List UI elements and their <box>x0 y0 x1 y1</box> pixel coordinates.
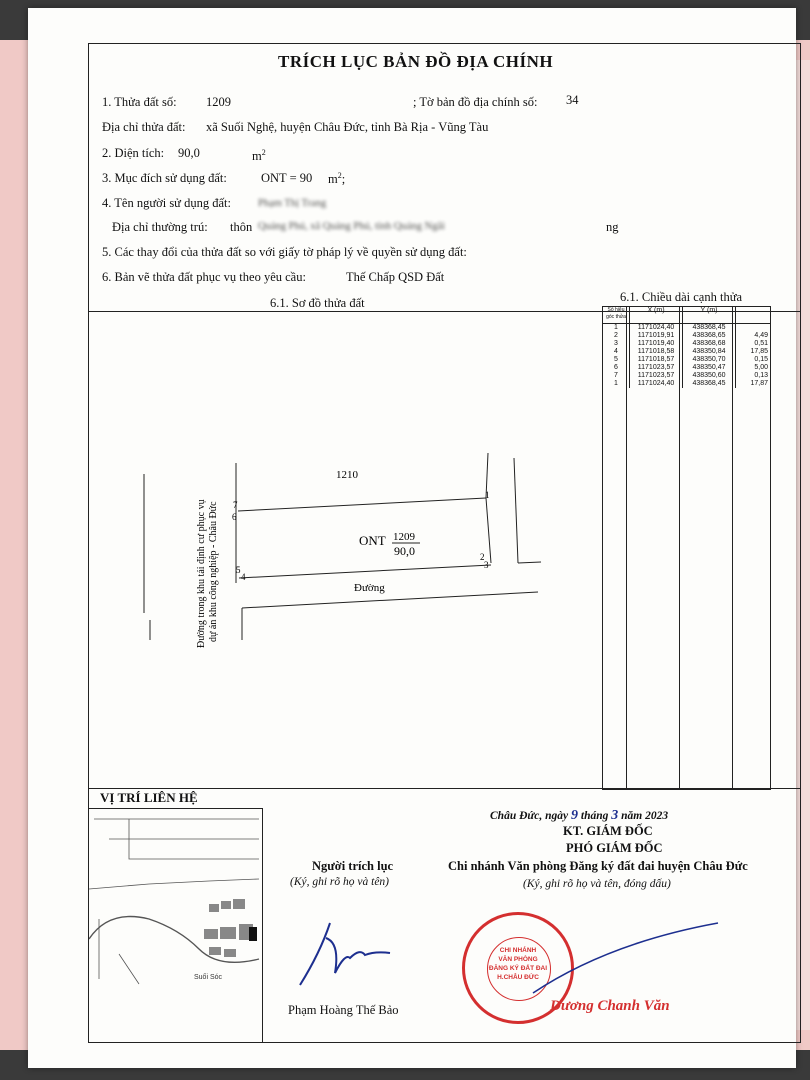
col-header-length <box>736 307 771 324</box>
cell-point: 6 <box>603 364 630 372</box>
cell-y: 438350,47 <box>683 364 736 372</box>
location-marker <box>249 927 257 941</box>
cell-length: 5,00 <box>754 364 768 371</box>
official-name: Dương Chanh Văn <box>550 998 670 1014</box>
col-header-y: Y (m) <box>683 307 736 324</box>
table-col-line <box>679 307 680 789</box>
sketch-title: 6.1. Sơ đồ thửa đất <box>270 296 365 310</box>
vertex-4: 4 <box>241 572 246 582</box>
office-note: (Ký, ghi rõ họ và tên, đóng dấu) <box>523 878 671 890</box>
cell-y: 438368,68 <box>683 340 736 348</box>
purpose-unit: $m^2$; <box>328 171 346 187</box>
address-label: Địa chỉ thửa đất: <box>102 120 186 134</box>
parcel-number-label: 1. Thửa đất số: <box>102 95 177 109</box>
table-row <box>603 380 770 388</box>
table-row <box>603 348 770 356</box>
changes-label: 5. Các thay đổi của thửa đất so với giấy tờ pháp lý về quyền sử dụng đất: <box>102 245 467 259</box>
purpose-label: 3. Mục đích sử dụng đất: <box>102 171 227 185</box>
cell-x: 1171024,40 <box>630 380 683 388</box>
area-unit: $m^2$ <box>252 148 266 164</box>
cell-point: 5 <box>603 356 630 364</box>
cell-point: 2 <box>603 332 630 340</box>
cell-length: 0,13 <box>754 372 768 379</box>
neighbor-label: 1210 <box>336 469 358 481</box>
cell-x: 1171023,57 <box>630 372 683 380</box>
request-label: 6. Bản vẽ thửa đất phục vụ theo yêu cầu: <box>102 270 306 284</box>
cell-y: 438368,45 <box>683 380 736 388</box>
table-col-line <box>626 307 627 789</box>
map-sheet-value: 34 <box>566 93 579 107</box>
vertex-1: 1 <box>485 490 490 500</box>
extractor-signature <box>290 913 400 993</box>
date-line: Châu Đức, ngày 9 tháng 3 năm 2023 <box>490 808 669 823</box>
cell-x: 1171018,57 <box>630 356 683 364</box>
vertex-7: 7 <box>233 500 238 510</box>
deputy-director: PHÓ GIÁM ĐỐC <box>566 841 663 855</box>
residence-value-blurred: Quảng Phú, xã Quảng Phú, tỉnh Quảng Ngãi <box>258 221 445 232</box>
request-value: Thế Chấp QSD Đất <box>346 270 445 284</box>
parcel-edge-top <box>238 498 486 511</box>
residence-suffix: ng <box>606 220 619 234</box>
cell-length: 17,87 <box>750 380 768 387</box>
parcel-area: 90,0 <box>394 544 415 558</box>
road-label: Đường <box>354 582 385 594</box>
address-value: xã Suối Nghệ, huyện Châu Đức, tỉnh Bà Rịa - Vũng Tàu <box>206 120 489 134</box>
table-row <box>603 332 770 340</box>
document-title: TRÍCH LỤC BẢN ĐỒ ĐỊA CHÍNH <box>278 52 554 71</box>
cell-x: 1171019,91 <box>630 332 683 340</box>
stamp-line-3: ĐĂNG KÝ ĐẤT ĐAI <box>488 965 548 972</box>
table-row <box>603 340 770 348</box>
cell-length: 0,51 <box>754 340 768 347</box>
parcel-edge-right <box>486 498 491 563</box>
cell-y: 438350,60 <box>683 372 736 380</box>
parcel-sketch <box>108 428 568 658</box>
location-map <box>89 809 261 989</box>
extractor-note: (Ký, ghi rõ họ và tên) <box>290 876 390 888</box>
parcel-edge-bottom <box>239 565 491 578</box>
cell-length: 17,85 <box>750 348 768 355</box>
extractor-name: Phạm Hoàng Thế Bảo <box>288 1003 399 1017</box>
cadastral-extract-page <box>28 8 796 1068</box>
vertex-2: 2 <box>480 552 485 562</box>
cell-point: 4 <box>603 348 630 356</box>
cell-point: 3 <box>603 340 630 348</box>
side-road-label-2: dự án khu công nghiệp - Châu Đức <box>208 501 219 642</box>
cell-y: 438350,70 <box>683 356 736 364</box>
residence-label: Địa chỉ thường trú: <box>112 220 208 234</box>
cell-length: 0,15 <box>754 356 768 363</box>
table-row <box>603 364 770 372</box>
stamp-line-4: H.CHÂU ĐỨC <box>497 974 539 981</box>
coordinate-table <box>602 306 771 790</box>
purpose-value: ONT = 90 <box>261 171 313 185</box>
location-title: VỊ TRÍ LIÊN HỆ <box>100 790 198 805</box>
road-edge-lower <box>242 592 538 608</box>
cell-x: 1171023,57 <box>630 364 683 372</box>
location-box-right <box>262 808 263 1043</box>
parcel-num: 1209 <box>393 531 415 543</box>
cell-length: 4,49 <box>754 332 768 339</box>
cell-x: 1171019,40 <box>630 340 683 348</box>
stamp-line-1: CHI NHÁNH <box>499 947 537 954</box>
table-row <box>603 324 770 333</box>
table-row <box>603 372 770 380</box>
cell-y: 438350,84 <box>683 348 736 356</box>
owner-name-blurred: Phạm Thị Trang <box>258 198 327 209</box>
parcel-number-value: 1209 <box>206 95 231 109</box>
road-edge-right <box>514 458 518 563</box>
side-road-label-1: Đường trong khu tái định cư phục vụ <box>196 499 207 648</box>
area-value: 90,0 <box>178 146 200 160</box>
table-col-line <box>732 307 733 789</box>
cell-y: 438368,65 <box>683 332 736 340</box>
parcel-code: ONT <box>359 533 386 548</box>
stamp-line-2: VĂN PHÒNG <box>498 956 538 963</box>
cell-x: 1171024,40 <box>630 324 683 333</box>
map-sheet-label: ; Tờ bản đồ địa chính số: <box>413 95 538 109</box>
vertex-5: 5 <box>236 565 241 575</box>
kt-director: KT. GIÁM ĐỐC <box>563 824 653 838</box>
cell-x: 1171018,58 <box>630 348 683 356</box>
road-corner <box>518 562 541 563</box>
lengths-title: 6.1. Chiều dài cạnh thửa <box>620 290 743 304</box>
col-header-x: X (m) <box>630 307 683 324</box>
cell-point: 1 <box>603 380 630 388</box>
extractor-title: Người trích lục <box>312 859 394 873</box>
office-name: Chi nhánh Văn phòng Đăng ký đất đai huyện Châu Đức <box>448 859 748 873</box>
cell-length <box>736 324 771 333</box>
vertex-3: 3 <box>484 560 489 570</box>
vertex-6: 6 <box>232 512 237 522</box>
residence-prefix: thôn <box>230 220 253 234</box>
table-row <box>603 356 770 364</box>
cell-point: 1 <box>603 324 630 333</box>
map-place-label: Suối Sóc <box>194 974 223 981</box>
col-header-point: Số hiệu góc thửa <box>603 307 630 324</box>
cell-y: 438368,45 <box>683 324 736 333</box>
official-signature <box>528 913 728 1003</box>
cell-point: 7 <box>603 372 630 380</box>
area-label: 2. Diện tích: <box>102 146 165 160</box>
owner-label: 4. Tên người sử dụng đất: <box>102 196 231 210</box>
